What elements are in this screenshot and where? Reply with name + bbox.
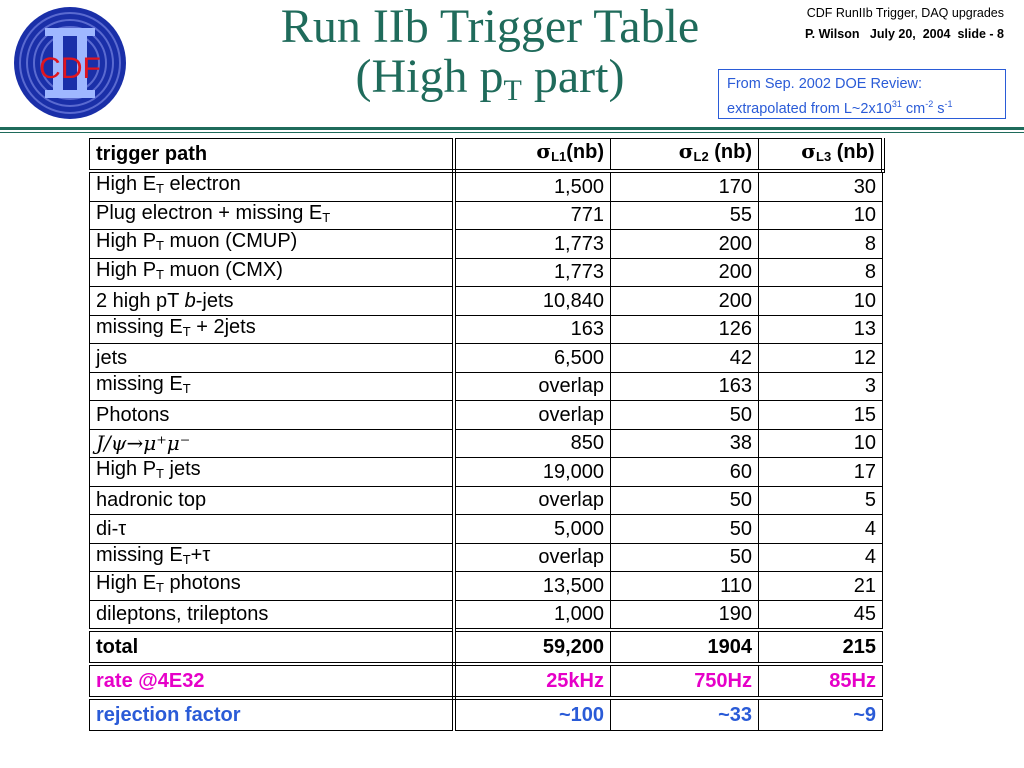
sigma-l3-cell: 8 [759,258,883,287]
sigma-l1-cell: overlap [454,543,611,572]
trigger-path-cell: missing $E_T$ [90,372,454,401]
sigma-l1-cell: 1,773 [454,230,611,259]
table-row [90,171,883,201]
sigma-l2-cell: 200 [611,258,759,287]
sigma-l3-cell: 5 [759,486,883,515]
table-row [90,543,883,572]
sigma-l2-cell: 42 [611,344,759,373]
sigma-l3-cell: 13 [759,315,883,344]
rejection-l1: ~100 [454,698,611,731]
sigma-l2-cell: 200 [611,287,759,316]
rejection-l3: ~9 [759,698,883,731]
sigma-l3-cell: 30 [759,171,883,201]
cdf-logo [13,6,127,120]
rejection-label: rejection factor [90,698,454,731]
rate-l3: 85Hz [759,664,883,698]
sigma-l2-cell: 163 [611,372,759,401]
note-line2: extrapolated from $L\sim 2x10^{31}$ $cm^{-2}$ $s^{-1}$ [727,99,953,117]
sigma-l1-cell: 771 [454,201,611,230]
separator-line-thin [0,132,1024,133]
header-sigma-l3: $\sigma_{L3}$ (nb) [759,139,883,172]
header-sigma-l1: $\sigma_{L1}(nb)$ [454,139,611,172]
sigma-l2-cell: 55 [611,201,759,230]
sigma-l2-cell: 126 [611,315,759,344]
trigger-path-cell: Photons [90,401,454,430]
trigger-path-cell: High $P_T$ muon (CMX) [90,258,454,287]
separator-line [0,127,1024,130]
trigger-path-cell: missing $E_T+\tau$ [90,543,454,572]
total-row [90,630,883,664]
table-row [90,572,883,601]
table-row [90,486,883,515]
total-l1: 59,200 [454,630,611,664]
sigma-l1-cell: 10,840 [454,287,611,316]
trigger-path-cell: missing $E_T$ + 2jets [90,315,454,344]
sigma-l1-cell: overlap [454,372,611,401]
sigma-l3-cell: 12 [759,344,883,373]
rate-row [90,664,883,698]
sigma-l1-cell: 1,500 [454,171,611,201]
total-label: total [90,630,454,664]
sigma-l3-cell: 3 [759,372,883,401]
table-row [90,287,883,316]
rejection-l2: ~33 [611,698,759,731]
table-row [90,230,883,259]
table-row [90,258,883,287]
table-row [90,201,883,230]
trigger-path-cell: High $P_T$ jets [90,458,454,487]
sigma-l1-cell: 850 [454,429,611,458]
table-row [90,315,883,344]
table-row [90,372,883,401]
trigger-path-cell: di-τ [90,515,454,544]
total-l2: 1904 [611,630,759,664]
table-header-row [90,139,883,172]
sigma-l2-cell: 60 [611,458,759,487]
sigma-l2-cell: 50 [611,543,759,572]
sigma-l1-cell: 1,000 [454,600,611,630]
note-box [718,69,1006,119]
sigma-l1-cell: 13,500 [454,572,611,601]
sigma-l1-cell: 5,000 [454,515,611,544]
sigma-l2-cell: 170 [611,171,759,201]
trigger-path-cell: dileptons, trileptons [90,600,454,630]
rate-label: rate @4E32 [90,664,454,698]
sigma-l2-cell: 190 [611,600,759,630]
trigger-table [89,138,885,731]
sigma-l3-cell: 10 [759,287,883,316]
sigma-l3-cell: 10 [759,429,883,458]
trigger-path-cell: Plug electron + missing $E_T$ [90,201,454,230]
sigma-l1-cell: 19,000 [454,458,611,487]
sigma-l3-cell: 45 [759,600,883,630]
sigma-l2-cell: 200 [611,230,759,259]
trigger-path-cell: hadronic top [90,486,454,515]
total-l3: 215 [759,630,883,664]
title-line2: (High $p_T$ part) [355,50,625,107]
sigma-l3-cell: 17 [759,458,883,487]
table-row [90,429,883,458]
trigger-path-cell: J/ψ→μ⁺μ⁻ [90,429,454,458]
table-row [90,401,883,430]
header-sigma-l2: $\sigma_{L2}$ (nb) [611,139,759,172]
sigma-l2-cell: 110 [611,572,759,601]
note-line1: From Sep. 2002 DOE Review: [727,76,923,92]
sigma-l3-cell: 15 [759,401,883,430]
table-row [90,515,883,544]
rate-l2: 750Hz [611,664,759,698]
trigger-path-cell: 2 high pT b-jets [90,287,454,316]
sigma-l3-cell: 4 [759,515,883,544]
sigma-l3-cell: 8 [759,230,883,259]
rate-l1: 25kHz [454,664,611,698]
header-course: CDF RunIIb Trigger, DAQ upgrades [806,6,1004,20]
table-row [90,600,883,630]
sigma-l2-cell: 50 [611,486,759,515]
sigma-l3-cell: 4 [759,543,883,572]
logo-text: CDF [39,52,101,85]
table-row [90,344,883,373]
trigger-path-cell: High $P_T$ muon (CMUP) [90,230,454,259]
sigma-l1-cell: 1,773 [454,258,611,287]
header-author: P. Wilson July 20, 2004 slide - 8 [804,27,1004,41]
sigma-l2-cell: 50 [611,401,759,430]
sigma-l2-cell: 50 [611,515,759,544]
title-line1: Run IIb Trigger Table [280,0,700,53]
trigger-path-cell: High $E_T$ electron [90,171,454,201]
sigma-l1-cell: overlap [454,486,611,515]
sigma-l1-cell: 163 [454,315,611,344]
sigma-l2-cell: 38 [611,429,759,458]
rejection-row [90,698,883,731]
sigma-l3-cell: 21 [759,572,883,601]
trigger-path-cell: High $E_T$ photons [90,572,454,601]
sigma-l3-cell: 10 [759,201,883,230]
header-trigger-path: trigger path [90,139,454,172]
slide-title [180,2,800,116]
trigger-path-cell: jets [90,344,454,373]
sigma-l1-cell: overlap [454,401,611,430]
sigma-l1-cell: 6,500 [454,344,611,373]
table-row [90,458,883,487]
